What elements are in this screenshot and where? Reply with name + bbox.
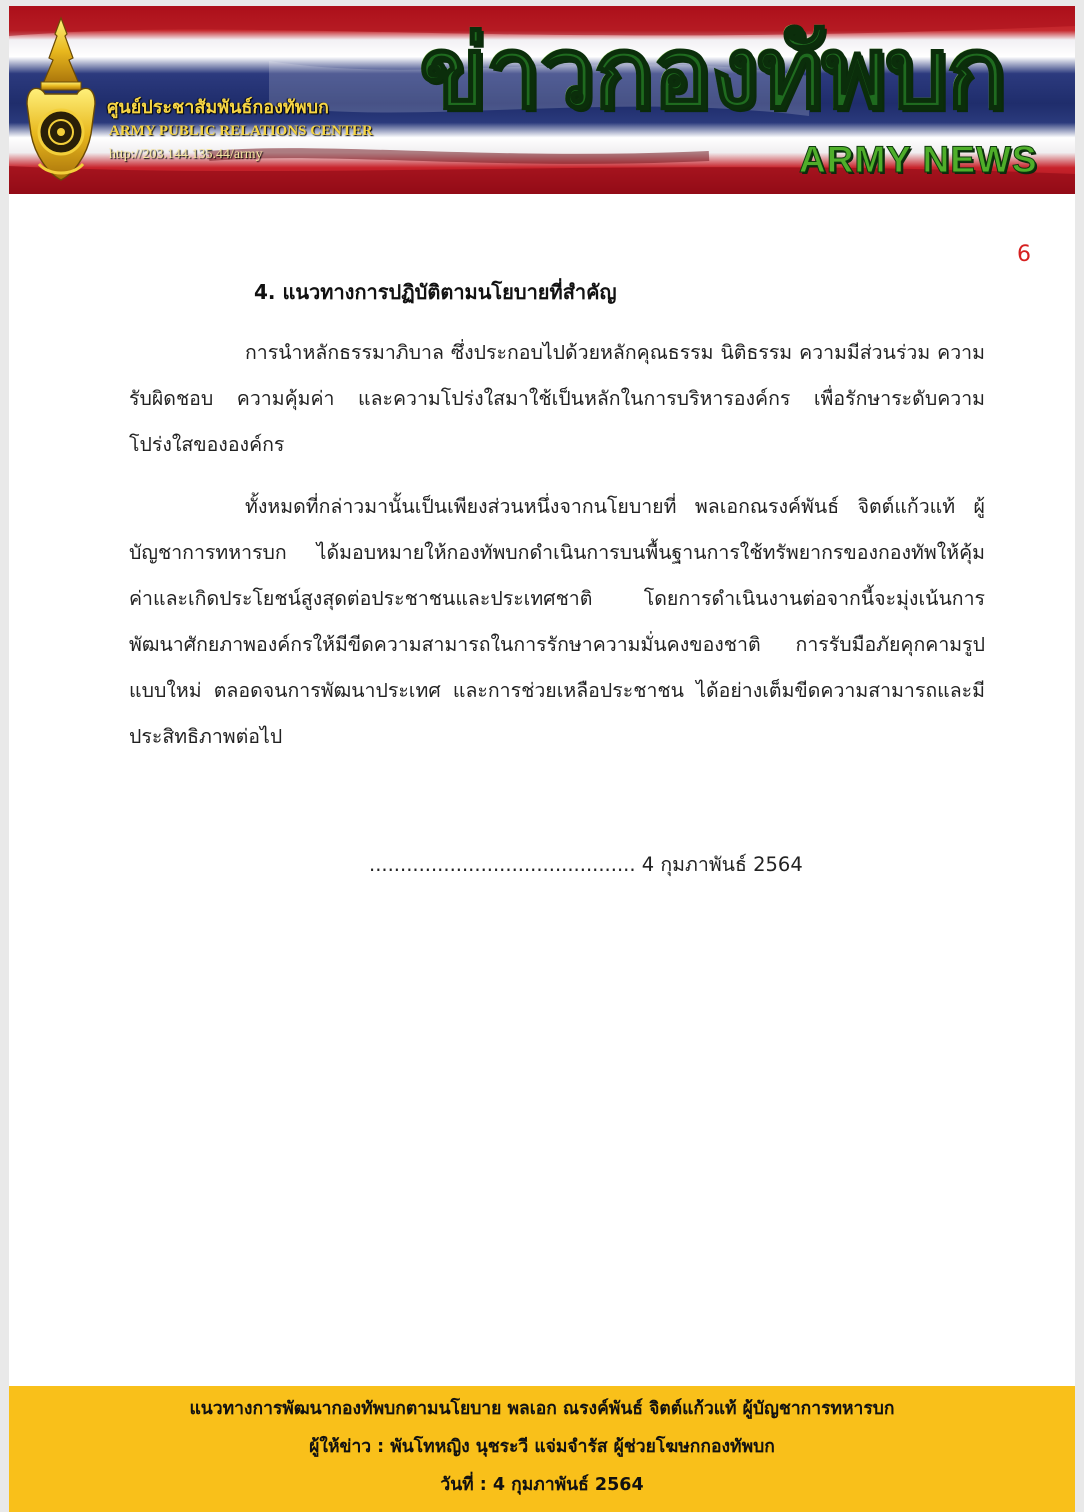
center-url: http://203.144.135.44/army: [109, 147, 263, 162]
banner-title-english: ARMY NEWS: [799, 139, 1038, 180]
signature-dots: ...........................................: [369, 853, 636, 876]
page-number: 6: [1017, 242, 1031, 267]
footer-subject: แนวทางการพัฒนากองทัพบกตามนโยบาย พลเอก ณรงค์พันธ์ จิตต์แก้วแท้ ผู้บัญชาการทหารบก: [189, 1399, 895, 1419]
footer-reporter: ผู้ให้ข่าว : พันโทหญิง นุชระวี แจ่มจำรัส ผู้ช่วยโฆษกกองทัพบก: [309, 1437, 775, 1457]
banner-title-thai: ข่าวกองทัพบก: [419, 14, 1005, 131]
document-page: [9, 6, 1075, 1512]
header-banner: [9, 6, 1075, 194]
footer-date: วันที่ : 4 กุมภาพันธ์ 2564: [440, 1475, 644, 1495]
center-name-thai: ศูนย์ประชาสัมพันธ์กองทัพบก: [107, 97, 329, 118]
royal-army-emblem-icon: [21, 14, 101, 186]
center-name-english: ARMY PUBLIC RELATIONS CENTER: [109, 123, 373, 139]
signature-line: [369, 849, 803, 880]
signature-date: 4 กุมภาพันธ์ 2564: [641, 853, 803, 876]
paragraph-policy-summary: ทั้งหมดที่กล่าวมานั้นเป็นเพียงส่วนหนึ่งจากนโยบายที่ พลเอกณรงค์พันธ์ จิตต์แก้วแท้ ผู้บัญชาการทหารบก ได้มอบหมายให้กองทัพบกดำเนินการบนพื้นฐานการใช้ทรัพยากรของกองทัพให้คุ้มค่าและเกิดประโยชน์สูงสุดต่อประชาชนและประเทศชาติ โดยการดำเนินงานต่อจากนี้จะมุ่งเน้นการพัฒนาศักยภาพองค์กรให้มีขีดความสามารถในการรักษาความมั่นคงของชาติ การรับมือภัยคุกคามรูปแบบใหม่ ตลอดจนการพัฒนาประเทศ และการช่วยเหลือประชาชน ได้อย่างเต็มขีดความสามารถและมีประสิทธิภาพต่อไป: [129, 495, 985, 748]
footer-info-bar: [9, 1386, 1075, 1512]
section-heading: 4. แนวทางการปฏิบัติตามนโยบายที่สำคัญ: [254, 280, 617, 304]
paragraph-good-governance: การนำหลักธรรมาภิบาล ซึ่งประกอบไปด้วยหลักคุณธรรม นิติธรรม ความมีส่วนร่วม ความรับผิดชอบ ความคุ้มค่า และความโปร่งใสมาใช้เป็นหลักในการบริหารองค์กร เพื่อรักษาระดับความโปร่งใสขององค์กร: [129, 341, 985, 456]
